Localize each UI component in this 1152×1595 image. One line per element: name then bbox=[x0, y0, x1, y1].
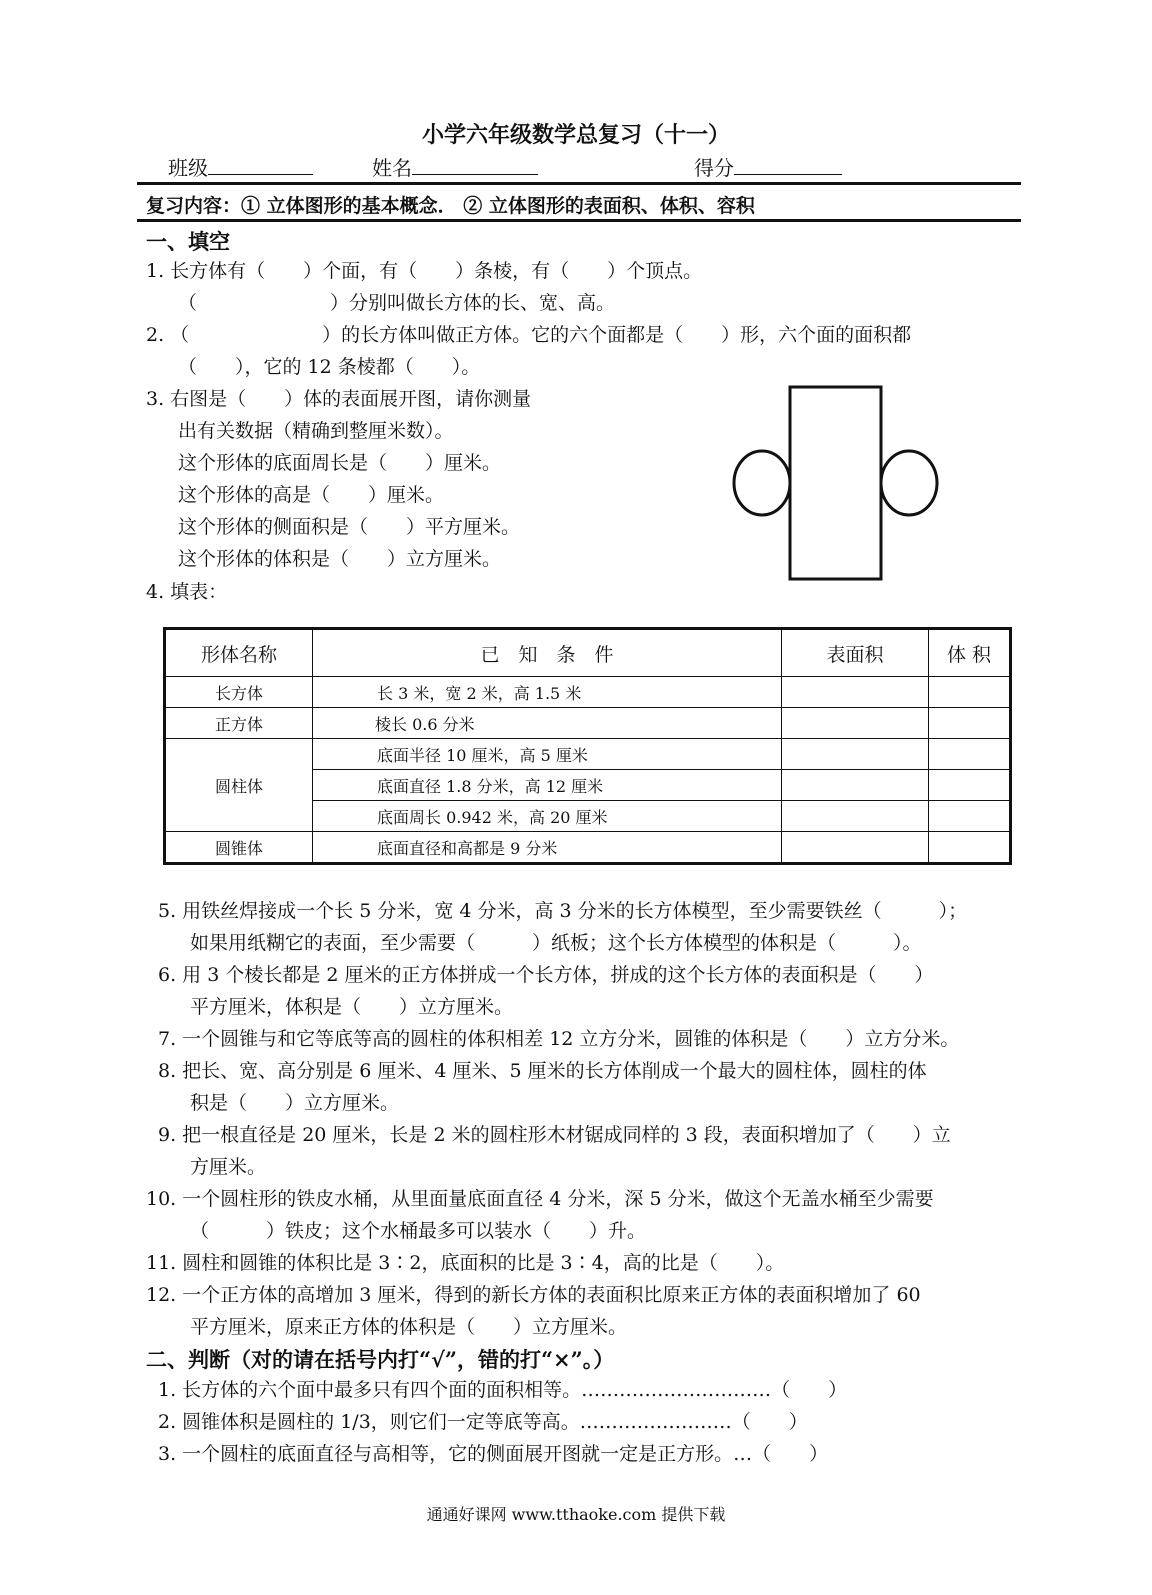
judge-item: 1. 长方体的六个面中最多只有四个面的面积相等。…………………………（ ） bbox=[158, 1379, 848, 1401]
table-row bbox=[165, 832, 1011, 864]
question-line: 平方厘米，原来正方体的体积是（ ）立方厘米。 bbox=[190, 1316, 628, 1338]
table-header: 体 积 bbox=[929, 629, 1011, 677]
fill-line: 这个形体的侧面积是（ ）平方厘米。 bbox=[178, 516, 521, 538]
table-cell-area[interactable] bbox=[782, 677, 929, 708]
fill-line: 这个形体的底面周长是（ ）厘米。 bbox=[178, 452, 502, 474]
section2-heading: 二、判断（对的请在括号内打“√”，错的打“×”。） bbox=[146, 1347, 615, 1372]
table-header: 表面积 bbox=[782, 629, 929, 677]
table-row bbox=[165, 677, 1011, 708]
question-line: 7. 一个圆锥与和它等底等高的圆柱的体积相差 12 立方分米，圆锥的体积是（ ）立方分米。 bbox=[158, 1028, 960, 1050]
table-cell-volume[interactable] bbox=[929, 708, 1011, 739]
table-row bbox=[165, 739, 1011, 770]
table-cell-volume[interactable] bbox=[929, 677, 1011, 708]
review-rule bbox=[137, 219, 1021, 222]
table-cell-name: 长方体 bbox=[165, 677, 313, 708]
name-blank[interactable] bbox=[412, 156, 538, 175]
score-label: 得分 bbox=[694, 156, 734, 180]
judge-item: 2. 圆锥体积是圆柱的 1/3，则它们一定等底等高。……………………（ ） bbox=[158, 1411, 808, 1433]
name-field bbox=[372, 152, 538, 181]
fill-line: 这个形体的高是（ ）厘米。 bbox=[178, 484, 445, 506]
fill-line: （ ），它的 12 条棱都（ ）。 bbox=[178, 356, 481, 378]
net-right-circle bbox=[881, 451, 937, 515]
question-line: 平方厘米，体积是（ ）立方厘米。 bbox=[190, 996, 514, 1018]
net-rectangle bbox=[790, 387, 881, 579]
question-line: 如果用纸糊它的表面，至少需要（ ）纸板；这个长方体模型的体积是（ ）。 bbox=[190, 932, 922, 954]
table-cell-area[interactable] bbox=[782, 770, 929, 801]
fill-line: 这个形体的体积是（ ）立方厘米。 bbox=[178, 548, 502, 570]
fill-line: 1. 长方体有（ ）个面，有（ ）条棱，有（ ）个顶点。 bbox=[146, 260, 703, 282]
table-cell-volume[interactable] bbox=[929, 801, 1011, 832]
question-line: 6. 用 3 个棱长都是 2 厘米的正方体拼成一个长方体，拼成的这个长方体的表面积是（ ） bbox=[158, 964, 934, 986]
table-cell-condition: 底面直径和高都是 9 分米 bbox=[313, 832, 782, 864]
table-cell-condition: 底面半径 10 厘米，高 5 厘米 bbox=[313, 739, 782, 770]
class-blank[interactable] bbox=[208, 156, 313, 175]
score-blank[interactable] bbox=[734, 156, 842, 175]
table-header-row bbox=[165, 629, 1011, 677]
fill-line: （ ）分别叫做长方体的长、宽、高。 bbox=[178, 292, 616, 314]
table-cell-area[interactable] bbox=[782, 739, 929, 770]
question-line: （ ）铁皮；这个水桶最多可以装水（ ）升。 bbox=[190, 1220, 647, 1242]
question-line: 5. 用铁丝焊接成一个长 5 分米，宽 4 分米，高 3 分米的长方体模型，至少需要铁丝（ ）； bbox=[158, 900, 968, 922]
table-cell-condition: 底面周长 0.942 米，高 20 厘米 bbox=[313, 801, 782, 832]
page-title: 小学六年级数学总复习（十一） bbox=[421, 122, 730, 148]
question-line: 12. 一个正方体的高增加 3 厘米，得到的新长方体的表面积比原来正方体的表面积增加了 60 bbox=[146, 1284, 921, 1306]
review-content: 复习内容：① 立体图形的基本概念． ② 立体图形的表面积、体积、容积 bbox=[146, 195, 755, 217]
table-cell-condition: 底面直径 1.8 分米，高 12 厘米 bbox=[313, 770, 782, 801]
fill-table bbox=[163, 627, 1012, 865]
judge-item: 3. 一个圆柱的底面直径与高相等，它的侧面展开图就一定是正方形。…（ ） bbox=[158, 1443, 829, 1465]
section1-heading: 一、填空 bbox=[146, 229, 230, 254]
table-header: 形体名称 bbox=[165, 629, 313, 677]
header-rule bbox=[137, 182, 1021, 185]
question-line: 8. 把长、宽、高分别是 6 厘米、4 厘米、5 厘米的长方体削成一个最大的圆柱体，圆柱的体 bbox=[158, 1060, 927, 1082]
question-line: 积是（ ）立方厘米。 bbox=[190, 1092, 400, 1114]
table-cell-area[interactable] bbox=[782, 832, 929, 864]
footer-credit: 通通好课网 www.tthaoke.com 提供下载 bbox=[426, 1505, 726, 1524]
table-cell-condition: 棱长 0.6 分米 bbox=[313, 708, 782, 739]
question-line: 方厘米。 bbox=[190, 1156, 267, 1178]
net-left-circle bbox=[734, 451, 790, 515]
table-cell-condition: 长 3 米，宽 2 米，高 1.5 米 bbox=[313, 677, 782, 708]
question-line: 10. 一个圆柱形的铁皮水桶，从里面量底面直径 4 分米，深 5 分米，做这个无盖水桶至少需要 bbox=[146, 1188, 934, 1210]
table-cell-volume[interactable] bbox=[929, 770, 1011, 801]
table-cell-name: 正方体 bbox=[165, 708, 313, 739]
cylinder-net-figure bbox=[732, 384, 942, 584]
fill-line: 出有关数据（精确到整厘米数）。 bbox=[178, 420, 454, 442]
fill-line: 4. 填表： bbox=[146, 581, 228, 603]
score-field bbox=[694, 152, 842, 181]
class-field bbox=[168, 152, 313, 181]
question-line: 11. 圆柱和圆锥的体积比是 3∶2，底面积的比是 3∶4，高的比是（ ）。 bbox=[146, 1252, 785, 1274]
table-header: 已 知 条 件 bbox=[313, 629, 782, 677]
table-cell-area[interactable] bbox=[782, 708, 929, 739]
table-cell-volume[interactable] bbox=[929, 739, 1011, 770]
name-label: 姓名 bbox=[372, 156, 412, 180]
table-cell-name: 圆锥体 bbox=[165, 832, 313, 864]
question-line: 9. 把一根直径是 20 厘米，长是 2 米的圆柱形木材锯成同样的 3 段，表面积增加了（ ）立 bbox=[158, 1124, 951, 1146]
table-cell-name: 圆柱体 bbox=[165, 739, 313, 832]
table-cell-area[interactable] bbox=[782, 801, 929, 832]
table-cell-volume[interactable] bbox=[929, 832, 1011, 864]
table-row bbox=[165, 708, 1011, 739]
class-label: 班级 bbox=[168, 156, 208, 180]
fill-line: 3. 右图是（ ）体的表面展开图，请你测量 bbox=[146, 388, 532, 410]
fill-line: 2. （ ）的长方体叫做正方体。它的六个面都是（ ）形，六个面的面积都 bbox=[146, 324, 912, 346]
